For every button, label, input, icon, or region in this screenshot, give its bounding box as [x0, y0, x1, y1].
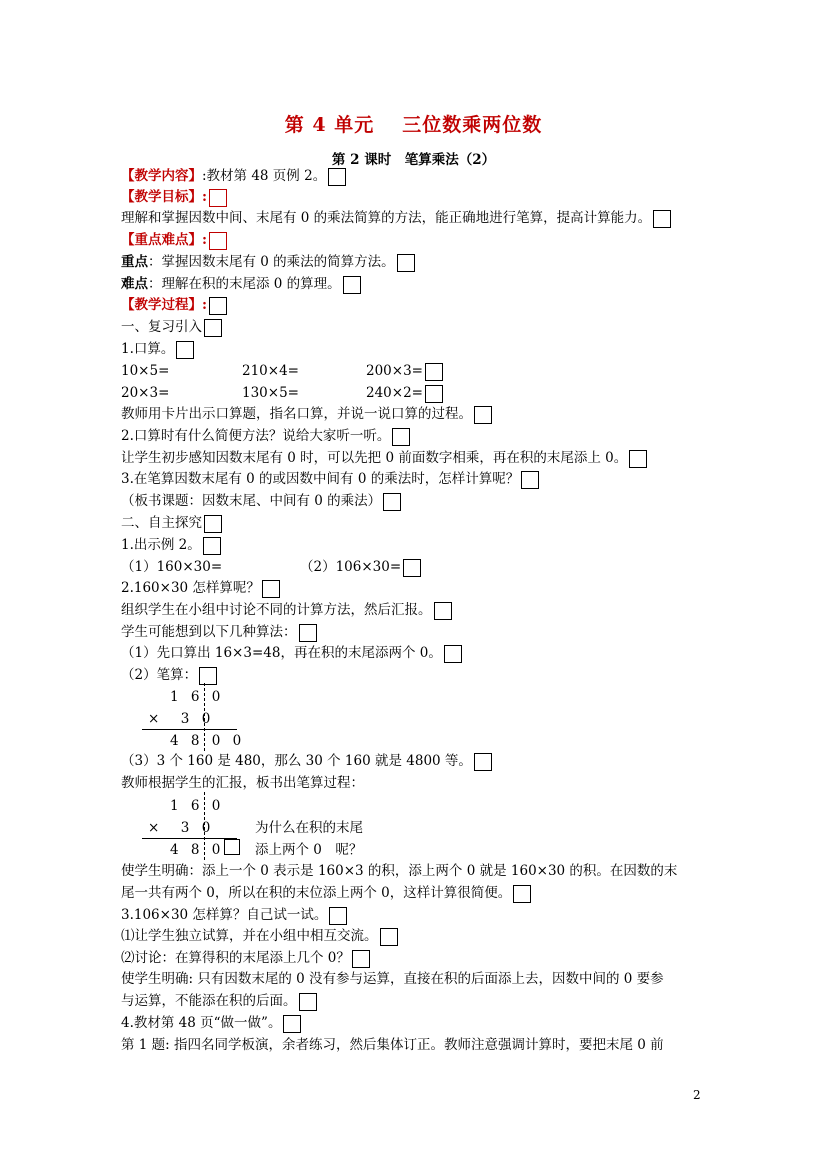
answer-box[interactable] [380, 928, 398, 946]
calc-divider [204, 792, 205, 860]
calc-rule [142, 838, 237, 839]
answer-box[interactable] [425, 363, 443, 381]
key-heading: 【重点难点】: [121, 230, 227, 250]
goal-text: 理解和掌握因数中间、末尾有 0 的乘法简算的方法，能正确地进行笔算，提高计算能力。 [121, 208, 671, 228]
section-one-heading: 一、复习引入 [121, 317, 222, 337]
answer-box[interactable] [204, 515, 222, 533]
text-line: 尾一共有两个 0，所以在积的末位添上两个 0，这样计算很简便。 [121, 883, 531, 903]
content-label: 【教学内容】 [121, 168, 202, 184]
content-line [121, 166, 346, 186]
answer-box[interactable] [176, 341, 194, 359]
calc-divider [204, 683, 205, 751]
oral-item: 10×5= [121, 363, 170, 379]
key-point-label: 重点 [121, 254, 148, 270]
text-line: 与运算，不能添在积的后面。 [121, 991, 317, 1011]
oral-heading: 1.口算。 [121, 339, 194, 359]
answer-box[interactable] [392, 428, 410, 446]
text-line: （板书课题：因数末尾、中间有 0 的乘法） [121, 491, 401, 511]
answer-box[interactable] [299, 993, 317, 1011]
text-line: 3.106×30 怎样算？自己试一试。 [121, 905, 347, 925]
answer-box[interactable] [283, 1015, 301, 1033]
text-line: （2）笔算： [121, 665, 217, 685]
answer-box[interactable] [299, 624, 317, 642]
text-line: （3）3 个 160 是 480，那么 30 个 160 就是 4800 等。 [121, 751, 492, 771]
oral-item: 240×2= [366, 383, 443, 403]
text-line: 学生可能想到以下几种算法： [121, 622, 317, 642]
answer-box[interactable] [204, 319, 222, 337]
answer-box[interactable] [513, 885, 531, 903]
answer-box[interactable] [425, 385, 443, 403]
calc-multiplier: × 3 0 [148, 711, 215, 727]
answer-box[interactable] [199, 667, 217, 685]
answer-box[interactable] [224, 839, 240, 855]
text-line: 使学生明确：添上一个 0 表示是 160×3 的积，添上两个 0 就是 160×30 的积。在因数的末 [121, 863, 678, 879]
answer-box[interactable] [403, 559, 421, 577]
difficulty-label: 难点 [121, 276, 148, 292]
answer-box[interactable] [397, 254, 415, 272]
oral-item: 20×3= [121, 385, 170, 401]
answer-box[interactable] [209, 189, 227, 207]
text-line: ⑴让学生独立试算，并在小组中相互交流。 [121, 926, 398, 946]
oral-item: 210×4= [242, 363, 299, 379]
text-line: 组织学生在小组中讨论不同的计算方法，然后汇报。 [121, 600, 452, 620]
answer-box[interactable] [434, 602, 452, 620]
answer-box[interactable] [444, 645, 462, 663]
difficulty-line: 难点：理解在积的末尾添 0 的算理。 [121, 274, 361, 294]
calc-multiplier: × 3 0 [148, 820, 215, 836]
calc-top: 1 6 0 [170, 798, 225, 814]
text-line: 2.口算时有什么简便方法？说给大家听一听。 [121, 426, 410, 446]
oral-item: 200×3= [366, 361, 443, 381]
goal-heading: 【教学目标】: [121, 187, 227, 207]
section-two-heading: 二、自主探究 [121, 513, 222, 533]
answer-box[interactable] [262, 580, 280, 598]
text-line: 让学生初步感知因数末尾有 0 时，可以先把 0 前面数字相乘，再在积的末尾添上 0。 [121, 448, 647, 468]
process-label: 【教学过程】 [121, 297, 202, 313]
answer-box[interactable] [209, 297, 227, 315]
example-item: （1）160×30= [121, 559, 223, 575]
answer-box[interactable] [629, 450, 647, 468]
example-item: （2）106×30= [300, 557, 421, 577]
text-line: 教师用卡片出示口算题，指名口算，并说一说口算的过程。 [121, 404, 492, 424]
unit-title [0, 110, 827, 137]
calc-question: 为什么在积的末尾 [255, 820, 363, 836]
answer-box[interactable] [474, 753, 492, 771]
answer-box[interactable] [383, 493, 401, 511]
answer-box[interactable] [203, 537, 221, 555]
answer-box[interactable] [653, 210, 671, 228]
text-line: 1.出示例 2。 [121, 535, 221, 555]
text-line: 2.160×30 怎样算呢？ [121, 578, 280, 598]
answer-box[interactable] [328, 168, 346, 186]
content-text: :教材第 48 页例 2。 [202, 168, 327, 184]
answer-box[interactable] [521, 471, 539, 489]
answer-box[interactable] [209, 232, 227, 250]
text-line: 使学生明确: 只有因数末尾的 0 没有参与运算，直接在积的后面添上去，因数中间的 0 要参 [121, 971, 664, 987]
oral-item: 130×5= [242, 385, 299, 401]
lesson-subtitle: 第 2 课时 笔算乘法（2） [331, 152, 496, 168]
answer-box[interactable] [329, 907, 347, 925]
page-number: 2 [693, 1088, 701, 1102]
calc-result: 4 8 0 [170, 842, 225, 858]
text-line: ⑵讨论：在算得积的末尾添上几个 0？ [121, 948, 370, 968]
key-label: 【重点难点】 [121, 232, 202, 248]
process-heading: 【教学过程】: [121, 295, 227, 315]
text-line: （1）先口算出 16×3=48，再在积的末尾添两个 0。 [121, 643, 462, 663]
text-line: 第 1 题: 指四名同学板演，余者练习，然后集体订正。教师注意强调计算时，要把末尾 0 前 [121, 1037, 664, 1053]
text-line: 3.在笔算因数末尾有 0 的或因数中间有 0 的乘法时，怎样计算呢？ [121, 469, 539, 489]
calc-top: 1 6 0 [170, 689, 225, 705]
calc-question: 添上两个 0 呢？ [255, 842, 363, 858]
text-line: 教师根据学生的汇报，板书出笔算过程： [121, 775, 364, 791]
text-line: 4.教材第 48 页“做一做”。 [121, 1013, 301, 1033]
unit-topic: 三位数乘两位数 [402, 114, 543, 136]
answer-box[interactable] [343, 276, 361, 294]
unit-number: 第 4 单元 [284, 114, 375, 136]
key-point-line: 重点：掌握因数末尾有 0 的乘法的简算方法。 [121, 252, 415, 272]
calc-rule [142, 729, 237, 730]
answer-box[interactable] [474, 406, 492, 424]
goal-label: 【教学目标】 [121, 189, 202, 205]
answer-box[interactable] [352, 950, 370, 968]
calc-result: 4 8 0 0 [170, 733, 246, 749]
